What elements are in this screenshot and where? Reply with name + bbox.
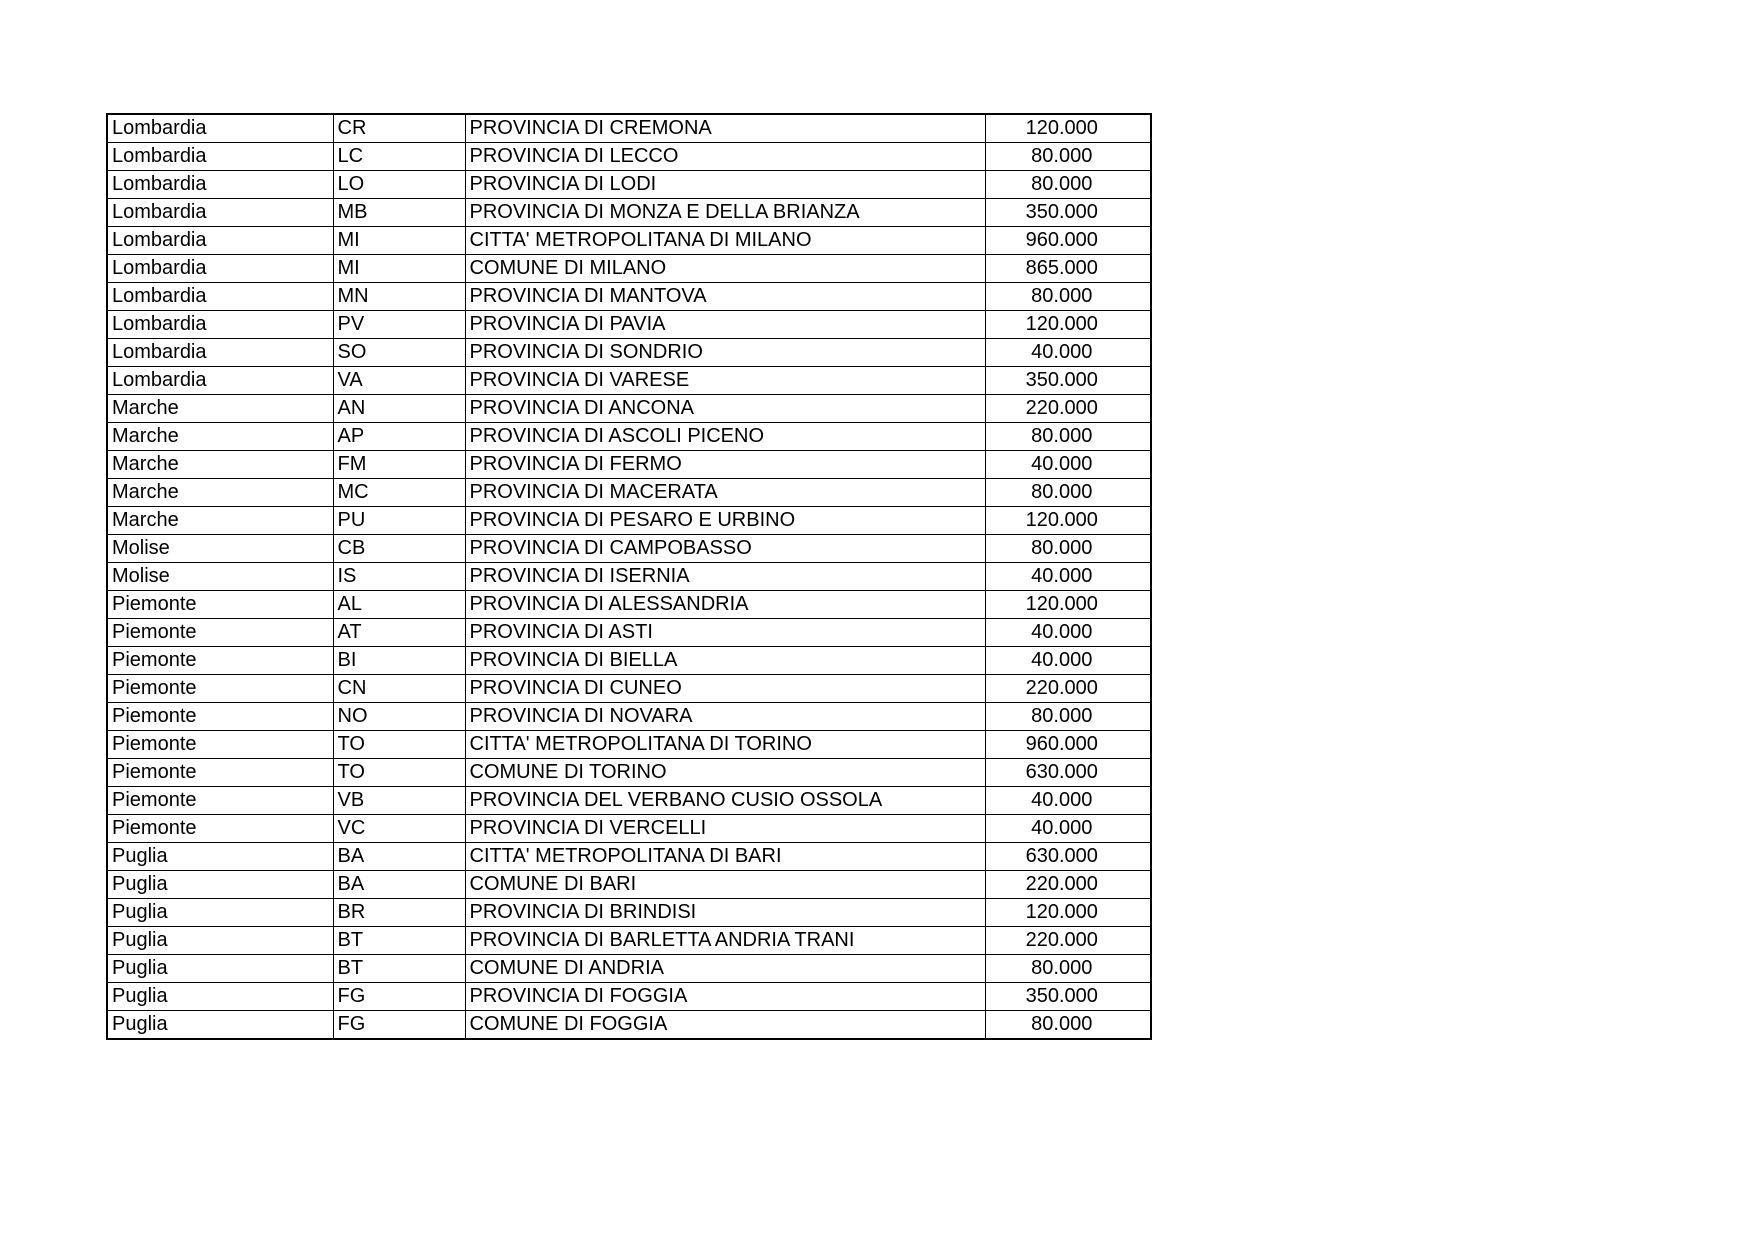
province-code-cell: VB: [333, 787, 465, 815]
table-row: [107, 171, 1151, 199]
province-code-cell: BT: [333, 955, 465, 983]
entity-name-cell: PROVINCIA DI ASTI: [465, 619, 985, 647]
province-code-cell: MI: [333, 227, 465, 255]
table-row: [107, 451, 1151, 479]
province-code-cell: IS: [333, 563, 465, 591]
table-row: [107, 955, 1151, 983]
province-code-cell: FG: [333, 983, 465, 1011]
amount-cell: 220.000: [985, 927, 1151, 955]
province-code-cell: LO: [333, 171, 465, 199]
region-cell: Lombardia: [107, 114, 333, 143]
entity-name-cell: PROVINCIA DI FERMO: [465, 451, 985, 479]
amount-cell: 120.000: [985, 114, 1151, 143]
amount-cell: 80.000: [985, 955, 1151, 983]
allocation-table: [106, 113, 1152, 1040]
amount-cell: 120.000: [985, 507, 1151, 535]
region-cell: Molise: [107, 535, 333, 563]
amount-cell: 120.000: [985, 311, 1151, 339]
amount-cell: 40.000: [985, 563, 1151, 591]
province-code-cell: AP: [333, 423, 465, 451]
entity-name-cell: PROVINCIA DI CUNEO: [465, 675, 985, 703]
entity-name-cell: CITTA' METROPOLITANA DI BARI: [465, 843, 985, 871]
province-code-cell: NO: [333, 703, 465, 731]
region-cell: Lombardia: [107, 199, 333, 227]
region-cell: Lombardia: [107, 339, 333, 367]
amount-cell: 350.000: [985, 983, 1151, 1011]
province-code-cell: MB: [333, 199, 465, 227]
province-code-cell: AN: [333, 395, 465, 423]
table-row: [107, 255, 1151, 283]
region-cell: Puglia: [107, 983, 333, 1011]
province-code-cell: PV: [333, 311, 465, 339]
region-cell: Marche: [107, 395, 333, 423]
table-row: [107, 283, 1151, 311]
amount-cell: 220.000: [985, 871, 1151, 899]
table-row: [107, 927, 1151, 955]
province-code-cell: BT: [333, 927, 465, 955]
amount-cell: 80.000: [985, 1011, 1151, 1040]
region-cell: Marche: [107, 479, 333, 507]
table-row: [107, 759, 1151, 787]
province-code-cell: AL: [333, 591, 465, 619]
region-cell: Puglia: [107, 1011, 333, 1040]
province-code-cell: CB: [333, 535, 465, 563]
amount-cell: 40.000: [985, 339, 1151, 367]
table-row: [107, 227, 1151, 255]
entity-name-cell: CITTA' METROPOLITANA DI MILANO: [465, 227, 985, 255]
amount-cell: 80.000: [985, 143, 1151, 171]
amount-cell: 40.000: [985, 619, 1151, 647]
entity-name-cell: PROVINCIA DI LECCO: [465, 143, 985, 171]
table-row: [107, 339, 1151, 367]
amount-cell: 40.000: [985, 787, 1151, 815]
region-cell: Piemonte: [107, 759, 333, 787]
entity-name-cell: PROVINCIA DI BARLETTA ANDRIA TRANI: [465, 927, 985, 955]
region-cell: Lombardia: [107, 143, 333, 171]
entity-name-cell: COMUNE DI BARI: [465, 871, 985, 899]
entity-name-cell: COMUNE DI MILANO: [465, 255, 985, 283]
region-cell: Molise: [107, 563, 333, 591]
region-cell: Piemonte: [107, 731, 333, 759]
table-row: [107, 591, 1151, 619]
table-row: [107, 899, 1151, 927]
province-code-cell: VC: [333, 815, 465, 843]
region-cell: Marche: [107, 451, 333, 479]
table-row: [107, 395, 1151, 423]
table-row: [107, 731, 1151, 759]
entity-name-cell: PROVINCIA DI VERCELLI: [465, 815, 985, 843]
region-cell: Lombardia: [107, 171, 333, 199]
entity-name-cell: PROVINCIA DI ASCOLI PICENO: [465, 423, 985, 451]
province-code-cell: FG: [333, 1011, 465, 1040]
province-code-cell: TO: [333, 759, 465, 787]
amount-cell: 80.000: [985, 479, 1151, 507]
entity-name-cell: PROVINCIA DI BIELLA: [465, 647, 985, 675]
province-code-cell: AT: [333, 619, 465, 647]
province-code-cell: CR: [333, 114, 465, 143]
table-row: [107, 647, 1151, 675]
amount-cell: 220.000: [985, 675, 1151, 703]
entity-name-cell: COMUNE DI ANDRIA: [465, 955, 985, 983]
table-row: [107, 1011, 1151, 1040]
amount-cell: 40.000: [985, 451, 1151, 479]
table-row: [107, 143, 1151, 171]
province-code-cell: BA: [333, 843, 465, 871]
entity-name-cell: PROVINCIA DI SONDRIO: [465, 339, 985, 367]
region-cell: Puglia: [107, 955, 333, 983]
table-row: [107, 983, 1151, 1011]
table-row: [107, 507, 1151, 535]
province-code-cell: BA: [333, 871, 465, 899]
table-row: [107, 479, 1151, 507]
province-code-cell: PU: [333, 507, 465, 535]
amount-cell: 120.000: [985, 591, 1151, 619]
region-cell: Marche: [107, 507, 333, 535]
entity-name-cell: PROVINCIA DI ANCONA: [465, 395, 985, 423]
region-cell: Puglia: [107, 871, 333, 899]
region-cell: Puglia: [107, 843, 333, 871]
entity-name-cell: PROVINCIA DI NOVARA: [465, 703, 985, 731]
entity-name-cell: COMUNE DI TORINO: [465, 759, 985, 787]
region-cell: Piemonte: [107, 787, 333, 815]
entity-name-cell: PROVINCIA DI PAVIA: [465, 311, 985, 339]
province-code-cell: MC: [333, 479, 465, 507]
table-row: [107, 367, 1151, 395]
amount-cell: 80.000: [985, 283, 1151, 311]
province-code-cell: SO: [333, 339, 465, 367]
amount-cell: 220.000: [985, 395, 1151, 423]
province-code-cell: MN: [333, 283, 465, 311]
amount-cell: 350.000: [985, 367, 1151, 395]
region-cell: Piemonte: [107, 675, 333, 703]
table-row: [107, 871, 1151, 899]
allocation-table-body: [107, 114, 1151, 1039]
entity-name-cell: COMUNE DI FOGGIA: [465, 1011, 985, 1040]
amount-cell: 80.000: [985, 535, 1151, 563]
amount-cell: 960.000: [985, 227, 1151, 255]
entity-name-cell: PROVINCIA DI PESARO E URBINO: [465, 507, 985, 535]
region-cell: Piemonte: [107, 815, 333, 843]
entity-name-cell: PROVINCIA DI LODI: [465, 171, 985, 199]
table-row: [107, 787, 1151, 815]
amount-cell: 630.000: [985, 843, 1151, 871]
region-cell: Piemonte: [107, 619, 333, 647]
entity-name-cell: PROVINCIA DI VARESE: [465, 367, 985, 395]
entity-name-cell: PROVINCIA DEL VERBANO CUSIO OSSOLA: [465, 787, 985, 815]
entity-name-cell: PROVINCIA DI ISERNIA: [465, 563, 985, 591]
amount-cell: 40.000: [985, 815, 1151, 843]
region-cell: Lombardia: [107, 283, 333, 311]
entity-name-cell: PROVINCIA DI MONZA E DELLA BRIANZA: [465, 199, 985, 227]
province-code-cell: VA: [333, 367, 465, 395]
region-cell: Lombardia: [107, 255, 333, 283]
entity-name-cell: PROVINCIA DI CAMPOBASSO: [465, 535, 985, 563]
province-code-cell: FM: [333, 451, 465, 479]
table-row: [107, 703, 1151, 731]
amount-cell: 350.000: [985, 199, 1151, 227]
entity-name-cell: PROVINCIA DI BRINDISI: [465, 899, 985, 927]
amount-cell: 120.000: [985, 899, 1151, 927]
table-row: [107, 535, 1151, 563]
table-row: [107, 815, 1151, 843]
amount-cell: 40.000: [985, 647, 1151, 675]
entity-name-cell: CITTA' METROPOLITANA DI TORINO: [465, 731, 985, 759]
table-row: [107, 199, 1151, 227]
table-row: [107, 619, 1151, 647]
entity-name-cell: PROVINCIA DI MACERATA: [465, 479, 985, 507]
region-cell: Lombardia: [107, 367, 333, 395]
province-code-cell: TO: [333, 731, 465, 759]
province-code-cell: BR: [333, 899, 465, 927]
amount-cell: 630.000: [985, 759, 1151, 787]
amount-cell: 80.000: [985, 703, 1151, 731]
region-cell: Puglia: [107, 899, 333, 927]
province-code-cell: CN: [333, 675, 465, 703]
amount-cell: 80.000: [985, 423, 1151, 451]
region-cell: Puglia: [107, 927, 333, 955]
amount-cell: 80.000: [985, 171, 1151, 199]
province-code-cell: BI: [333, 647, 465, 675]
region-cell: Marche: [107, 423, 333, 451]
region-cell: Lombardia: [107, 311, 333, 339]
region-cell: Lombardia: [107, 227, 333, 255]
table-row: [107, 563, 1151, 591]
entity-name-cell: PROVINCIA DI ALESSANDRIA: [465, 591, 985, 619]
table-row: [107, 675, 1151, 703]
region-cell: Piemonte: [107, 703, 333, 731]
region-cell: Piemonte: [107, 647, 333, 675]
table-row: [107, 423, 1151, 451]
table-row: [107, 311, 1151, 339]
entity-name-cell: PROVINCIA DI FOGGIA: [465, 983, 985, 1011]
table-row: [107, 843, 1151, 871]
amount-cell: 865.000: [985, 255, 1151, 283]
entity-name-cell: PROVINCIA DI CREMONA: [465, 114, 985, 143]
province-code-cell: LC: [333, 143, 465, 171]
entity-name-cell: PROVINCIA DI MANTOVA: [465, 283, 985, 311]
amount-cell: 960.000: [985, 731, 1151, 759]
province-code-cell: MI: [333, 255, 465, 283]
region-cell: Piemonte: [107, 591, 333, 619]
table-row: [107, 114, 1151, 143]
